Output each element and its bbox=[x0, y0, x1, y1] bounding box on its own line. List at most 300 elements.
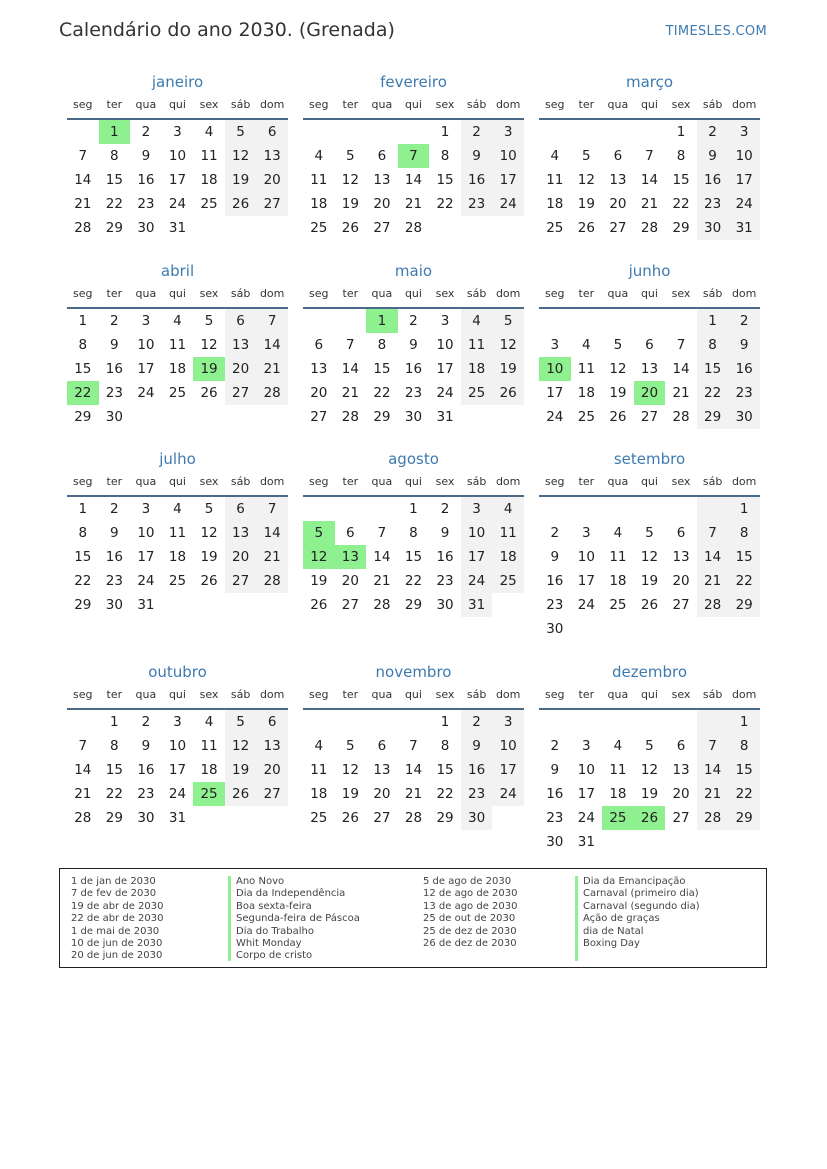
legend-date: 22 de abr de 2030 bbox=[71, 913, 164, 925]
day-cell: 23 bbox=[137, 196, 155, 212]
legend-date: 10 de jun de 2030 bbox=[71, 938, 163, 950]
weekday-label: qui bbox=[404, 287, 422, 300]
day-cell: 28 bbox=[341, 409, 359, 425]
day-cell: 23 bbox=[404, 385, 423, 401]
legend-names-col2 bbox=[583, 876, 700, 950]
day-cell: 5 bbox=[492, 309, 524, 333]
day-cell: 7 bbox=[409, 738, 418, 754]
month-fevereiro bbox=[303, 72, 524, 240]
weekday-label: sáb bbox=[702, 475, 723, 488]
month-abril bbox=[67, 261, 288, 429]
empty-cell bbox=[571, 309, 603, 333]
day-cell: 22 bbox=[105, 786, 123, 802]
day-cell: 14 bbox=[74, 762, 92, 778]
empty-cell bbox=[697, 830, 729, 854]
legend-holiday-name: Segunda-feira de Páscoa bbox=[236, 913, 360, 925]
weekday-label: ter bbox=[106, 98, 123, 111]
day-cell: 29 bbox=[74, 409, 92, 425]
holiday-day-cell: 20 bbox=[634, 381, 666, 405]
empty-cell bbox=[130, 405, 162, 429]
weekday-label: dom bbox=[731, 287, 757, 300]
day-grid bbox=[67, 497, 288, 617]
day-cell: 31 bbox=[436, 409, 454, 425]
legend-holiday-name: Dia da Emancipação bbox=[583, 876, 686, 887]
holiday-day-cell: 13 bbox=[335, 545, 367, 569]
day-cell: 15 bbox=[728, 758, 760, 782]
weekday-label: dom bbox=[495, 688, 521, 701]
day-cell: 6 bbox=[225, 497, 257, 521]
legend-holiday-name: Corpo de cristo bbox=[236, 950, 313, 962]
day-cell: 21 bbox=[640, 196, 659, 212]
day-cell: 8 bbox=[697, 333, 729, 357]
empty-cell bbox=[697, 617, 729, 641]
day-cell: 5 bbox=[204, 313, 214, 329]
day-cell: 11 bbox=[461, 333, 493, 357]
empty-cell bbox=[193, 216, 225, 240]
empty-cell bbox=[335, 497, 367, 521]
weekday-label: qui bbox=[404, 98, 422, 111]
day-cell: 10 bbox=[168, 148, 187, 164]
day-cell: 16 bbox=[105, 549, 123, 565]
day-cell: 11 bbox=[310, 172, 328, 188]
day-cell: 16 bbox=[137, 762, 155, 778]
weekday-label: sáb bbox=[230, 98, 251, 111]
day-cell: 19 bbox=[640, 573, 659, 589]
weekday-label: qua bbox=[371, 287, 393, 300]
day-cell: 25 bbox=[310, 220, 328, 236]
day-cell: 14 bbox=[697, 545, 729, 569]
weekday-label: sáb bbox=[466, 475, 487, 488]
day-cell: 24 bbox=[577, 810, 595, 826]
day-cell: 2 bbox=[550, 738, 560, 754]
day-cell: 24 bbox=[168, 196, 187, 212]
day-cell: 14 bbox=[697, 758, 729, 782]
weekday-header bbox=[303, 285, 524, 309]
empty-cell bbox=[634, 497, 666, 521]
day-cell: 10 bbox=[137, 337, 155, 353]
legend-holiday-name: Dia da Independência bbox=[236, 888, 346, 900]
day-cell: 13 bbox=[310, 361, 328, 377]
day-cell: 8 bbox=[377, 337, 387, 353]
day-cell: 10 bbox=[492, 144, 524, 168]
day-cell: 17 bbox=[492, 758, 524, 782]
day-cell: 31 bbox=[577, 834, 595, 850]
day-cell: 9 bbox=[550, 549, 560, 565]
day-cell: 7 bbox=[377, 525, 387, 541]
day-cell: 9 bbox=[110, 525, 119, 541]
day-cell: 2 bbox=[409, 313, 418, 329]
day-cell: 18 bbox=[492, 545, 524, 569]
day-cell: 7 bbox=[697, 734, 729, 758]
legend-date: 19 de abr de 2030 bbox=[71, 900, 164, 912]
day-cell: 28 bbox=[640, 220, 659, 236]
day-cell: 16 bbox=[105, 361, 123, 377]
weekday-label: qua bbox=[135, 475, 157, 488]
weekday-label: sáb bbox=[702, 287, 723, 300]
day-cell: 18 bbox=[609, 573, 627, 589]
weekday-label: qua bbox=[607, 98, 629, 111]
day-cell: 12 bbox=[200, 337, 218, 353]
empty-cell bbox=[571, 710, 603, 734]
month-name: agosto bbox=[388, 450, 439, 468]
month-name: fevereiro bbox=[380, 73, 447, 91]
weekday-label: seg bbox=[545, 98, 565, 111]
day-cell: 14 bbox=[640, 172, 659, 188]
day-cell: 23 bbox=[697, 192, 729, 216]
day-cell: 20 bbox=[256, 168, 288, 192]
day-cell: 24 bbox=[492, 782, 524, 806]
weekday-label: sáb bbox=[466, 287, 487, 300]
legend-date: 1 de jan de 2030 bbox=[71, 876, 156, 887]
day-cell: 30 bbox=[436, 597, 454, 613]
day-cell: 19 bbox=[609, 385, 627, 401]
holiday-day-cell: 7 bbox=[398, 144, 430, 168]
weekday-label: seg bbox=[545, 688, 565, 701]
day-cell: 18 bbox=[461, 357, 493, 381]
weekday-label: sáb bbox=[702, 688, 723, 701]
empty-cell bbox=[697, 497, 729, 521]
day-cell: 7 bbox=[78, 738, 88, 754]
empty-cell bbox=[728, 617, 760, 641]
day-cell: 7 bbox=[256, 309, 288, 333]
day-cell: 26 bbox=[225, 782, 257, 806]
day-cell: 1 bbox=[440, 124, 450, 140]
empty-cell bbox=[492, 806, 524, 830]
day-cell: 17 bbox=[436, 361, 454, 377]
day-cell: 10 bbox=[577, 762, 595, 778]
weekday-label: qua bbox=[371, 688, 393, 701]
day-cell: 18 bbox=[310, 196, 328, 212]
day-cell: 5 bbox=[346, 738, 355, 754]
day-cell: 1 bbox=[728, 710, 760, 734]
weekday-label: qui bbox=[640, 688, 658, 701]
day-cell: 19 bbox=[492, 357, 524, 381]
day-cell: 13 bbox=[225, 521, 257, 545]
empty-cell bbox=[634, 309, 666, 333]
weekday-label: sáb bbox=[466, 98, 487, 111]
day-cell: 1 bbox=[110, 714, 119, 730]
weekday-label: seg bbox=[545, 475, 565, 488]
empty-cell bbox=[335, 309, 367, 333]
day-cell: 3 bbox=[141, 313, 151, 329]
day-cell: 12 bbox=[225, 144, 257, 168]
weekday-label: seg bbox=[73, 688, 93, 701]
day-cell: 5 bbox=[225, 710, 257, 734]
page-title: Calendário do ano 2030. (Grenada) bbox=[59, 19, 395, 41]
day-cell: 21 bbox=[74, 786, 92, 802]
empty-cell bbox=[256, 593, 288, 617]
day-cell: 28 bbox=[256, 381, 288, 405]
empty-cell bbox=[571, 120, 603, 144]
day-cell: 7 bbox=[346, 337, 355, 353]
day-cell: 25 bbox=[200, 196, 218, 212]
weekday-label: ter bbox=[106, 688, 123, 701]
day-cell: 12 bbox=[492, 333, 524, 357]
empty-cell bbox=[602, 710, 634, 734]
day-cell: 23 bbox=[546, 810, 564, 826]
weekday-label: seg bbox=[309, 98, 329, 111]
day-cell: 5 bbox=[645, 525, 654, 541]
day-cell: 21 bbox=[404, 196, 423, 212]
day-cell: 28 bbox=[373, 597, 391, 613]
day-cell: 17 bbox=[168, 172, 187, 188]
day-cell: 24 bbox=[728, 192, 760, 216]
day-cell: 27 bbox=[256, 782, 288, 806]
day-cell: 3 bbox=[461, 497, 493, 521]
day-cell: 31 bbox=[728, 216, 760, 240]
day-cell: 27 bbox=[225, 569, 257, 593]
weekday-label: sáb bbox=[702, 98, 723, 111]
weekday-header bbox=[67, 686, 288, 710]
day-cell: 19 bbox=[341, 786, 359, 802]
day-cell: 30 bbox=[105, 597, 123, 613]
day-cell: 18 bbox=[546, 196, 564, 212]
day-cell: 12 bbox=[640, 549, 659, 565]
day-cell: 6 bbox=[377, 148, 387, 164]
day-cell: 15 bbox=[105, 172, 123, 188]
day-cell: 28 bbox=[672, 409, 690, 425]
empty-cell bbox=[665, 309, 697, 333]
empty-cell bbox=[665, 497, 697, 521]
day-cell: 9 bbox=[409, 337, 418, 353]
weekday-label: seg bbox=[73, 475, 93, 488]
day-cell: 3 bbox=[550, 337, 560, 353]
day-cell: 29 bbox=[436, 810, 454, 826]
day-cell: 8 bbox=[728, 734, 760, 758]
legend-holiday-name: Whit Monday bbox=[236, 938, 302, 950]
day-cell: 10 bbox=[461, 521, 493, 545]
empty-cell bbox=[366, 120, 398, 144]
empty-cell bbox=[67, 120, 99, 144]
weekday-label: seg bbox=[309, 688, 329, 701]
day-cell: 10 bbox=[436, 337, 454, 353]
day-cell: 6 bbox=[676, 525, 686, 541]
empty-cell bbox=[162, 405, 194, 429]
weekday-label: sex bbox=[435, 287, 455, 300]
day-cell: 31 bbox=[168, 220, 187, 236]
day-cell: 7 bbox=[78, 148, 88, 164]
day-cell: 25 bbox=[492, 569, 524, 593]
weekday-label: ter bbox=[106, 287, 123, 300]
day-cell: 19 bbox=[310, 573, 328, 589]
empty-cell bbox=[539, 120, 571, 144]
legend-date: 5 de ago de 2030 bbox=[423, 876, 512, 887]
empty-cell bbox=[67, 710, 99, 734]
weekday-label: sex bbox=[435, 688, 455, 701]
day-cell: 3 bbox=[582, 525, 591, 541]
day-cell: 8 bbox=[78, 525, 88, 541]
day-cell: 30 bbox=[137, 810, 155, 826]
legend-date: 20 de jun de 2030 bbox=[71, 950, 163, 962]
weekday-label: qua bbox=[607, 688, 629, 701]
day-cell: 18 bbox=[200, 762, 218, 778]
legend-holiday-name: Boa sexta-feira bbox=[236, 900, 312, 912]
empty-cell bbox=[602, 309, 634, 333]
day-cell: 1 bbox=[676, 124, 686, 140]
day-cell: 29 bbox=[697, 405, 729, 429]
day-cell: 5 bbox=[645, 738, 654, 754]
day-cell: 13 bbox=[373, 172, 391, 188]
day-cell: 29 bbox=[404, 597, 423, 613]
day-cell: 13 bbox=[225, 333, 257, 357]
day-cell: 11 bbox=[609, 762, 627, 778]
day-cell: 29 bbox=[105, 220, 123, 236]
day-cell: 7 bbox=[256, 497, 288, 521]
empty-cell bbox=[461, 405, 493, 429]
day-cell: 27 bbox=[672, 597, 690, 613]
day-cell: 6 bbox=[314, 337, 324, 353]
day-cell: 10 bbox=[137, 525, 155, 541]
legend-bar-2 bbox=[575, 876, 578, 961]
day-cell: 4 bbox=[613, 525, 623, 541]
weekday-label: dom bbox=[259, 475, 285, 488]
site-logo-link[interactable]: TIMESLES.COM bbox=[665, 24, 767, 39]
day-cell: 19 bbox=[577, 196, 595, 212]
day-grid bbox=[303, 120, 524, 240]
weekday-label: sex bbox=[671, 475, 691, 488]
day-cell: 16 bbox=[546, 573, 564, 589]
day-cell: 28 bbox=[404, 810, 423, 826]
day-cell: 11 bbox=[546, 172, 564, 188]
day-cell: 12 bbox=[341, 172, 359, 188]
day-cell: 9 bbox=[141, 148, 151, 164]
day-cell: 16 bbox=[728, 357, 760, 381]
day-cell: 17 bbox=[577, 573, 595, 589]
day-cell: 8 bbox=[110, 148, 119, 164]
day-cell: 29 bbox=[105, 810, 123, 826]
day-cell: 31 bbox=[461, 593, 493, 617]
empty-cell bbox=[193, 405, 225, 429]
empty-cell bbox=[539, 710, 571, 734]
day-cell: 26 bbox=[310, 597, 328, 613]
day-cell: 13 bbox=[373, 762, 391, 778]
day-cell: 19 bbox=[640, 786, 659, 802]
legend-dates-col2 bbox=[423, 876, 517, 950]
empty-cell bbox=[697, 710, 729, 734]
day-cell: 20 bbox=[225, 357, 257, 381]
day-cell: 20 bbox=[373, 786, 391, 802]
day-cell: 26 bbox=[225, 192, 257, 216]
day-cell: 27 bbox=[310, 409, 328, 425]
empty-cell bbox=[539, 497, 571, 521]
day-cell: 27 bbox=[373, 220, 391, 236]
weekday-label: ter bbox=[342, 287, 359, 300]
day-cell: 23 bbox=[546, 597, 564, 613]
day-cell: 8 bbox=[440, 738, 450, 754]
day-cell: 4 bbox=[461, 309, 493, 333]
day-cell: 11 bbox=[310, 762, 328, 778]
weekday-label: dom bbox=[731, 475, 757, 488]
day-cell: 21 bbox=[373, 573, 391, 589]
day-cell: 5 bbox=[346, 148, 355, 164]
month-name: março bbox=[625, 73, 674, 91]
day-cell: 2 bbox=[728, 309, 760, 333]
day-cell: 14 bbox=[672, 361, 690, 377]
empty-cell bbox=[303, 497, 335, 521]
legend-date: 26 de dez de 2030 bbox=[423, 938, 517, 950]
month-setembro bbox=[539, 449, 760, 641]
weekday-label: qui bbox=[168, 688, 186, 701]
weekday-header bbox=[67, 285, 288, 309]
month-name: abril bbox=[160, 262, 195, 280]
day-cell: 6 bbox=[377, 738, 387, 754]
empty-cell bbox=[256, 806, 288, 830]
day-cell: 20 bbox=[225, 545, 257, 569]
month-name: junho bbox=[628, 262, 671, 280]
day-cell: 5 bbox=[204, 501, 214, 517]
holiday-day-cell: 25 bbox=[602, 806, 634, 830]
month-name: setembro bbox=[613, 450, 686, 468]
day-cell: 27 bbox=[609, 220, 627, 236]
legend-date: 25 de out de 2030 bbox=[423, 913, 516, 925]
holiday-day-cell: 10 bbox=[539, 357, 571, 381]
day-cell: 4 bbox=[613, 738, 623, 754]
day-cell: 30 bbox=[697, 216, 729, 240]
month-março bbox=[539, 72, 760, 240]
month-name: novembro bbox=[375, 663, 452, 681]
empty-cell bbox=[492, 405, 524, 429]
weekday-label: qua bbox=[135, 688, 157, 701]
day-cell: 6 bbox=[613, 148, 623, 164]
day-grid bbox=[539, 120, 760, 240]
day-cell: 7 bbox=[645, 148, 654, 164]
weekday-label: qui bbox=[640, 475, 658, 488]
day-cell: 2 bbox=[141, 124, 151, 140]
weekday-label: ter bbox=[578, 475, 595, 488]
empty-cell bbox=[429, 216, 461, 240]
weekday-header bbox=[303, 686, 524, 710]
day-cell: 25 bbox=[461, 381, 493, 405]
empty-cell bbox=[665, 617, 697, 641]
day-cell: 17 bbox=[461, 545, 493, 569]
day-cell: 2 bbox=[141, 714, 151, 730]
day-cell: 12 bbox=[609, 361, 627, 377]
day-cell: 28 bbox=[74, 810, 92, 826]
day-cell: 14 bbox=[74, 172, 92, 188]
legend-holiday-name: Carnaval (segundo dia) bbox=[583, 900, 700, 912]
day-cell: 2 bbox=[461, 120, 493, 144]
day-cell: 24 bbox=[137, 573, 155, 589]
day-cell: 28 bbox=[697, 806, 729, 830]
day-cell: 11 bbox=[168, 525, 187, 541]
day-cell: 9 bbox=[728, 333, 760, 357]
day-cell: 25 bbox=[168, 385, 187, 401]
day-cell: 15 bbox=[74, 549, 92, 565]
weekday-header bbox=[303, 473, 524, 497]
empty-cell bbox=[366, 497, 398, 521]
day-cell: 20 bbox=[672, 573, 690, 589]
day-cell: 20 bbox=[672, 786, 690, 802]
empty-cell bbox=[571, 617, 603, 641]
day-cell: 11 bbox=[609, 549, 627, 565]
day-cell: 4 bbox=[582, 337, 591, 353]
empty-cell bbox=[539, 309, 571, 333]
day-cell: 15 bbox=[404, 549, 423, 565]
day-cell: 22 bbox=[404, 573, 423, 589]
day-cell: 21 bbox=[256, 357, 288, 381]
weekday-label: sex bbox=[199, 287, 219, 300]
day-cell: 2 bbox=[110, 501, 119, 517]
empty-cell bbox=[634, 830, 666, 854]
empty-cell bbox=[492, 216, 524, 240]
empty-cell bbox=[303, 710, 335, 734]
day-cell: 16 bbox=[461, 168, 493, 192]
empty-cell bbox=[665, 830, 697, 854]
day-cell: 23 bbox=[728, 381, 760, 405]
weekday-label: qui bbox=[404, 688, 422, 701]
day-cell: 22 bbox=[728, 782, 760, 806]
day-cell: 13 bbox=[256, 144, 288, 168]
